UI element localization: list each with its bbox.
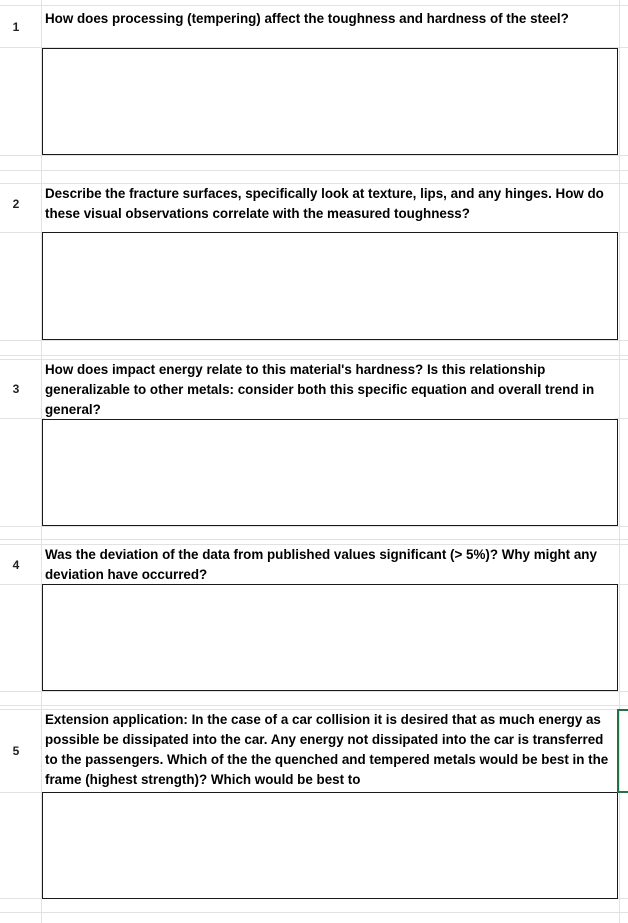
answer-box-2[interactable] xyxy=(42,232,618,340)
selected-cell-indicator xyxy=(617,709,628,793)
question-2[interactable]: Describe the fracture surfaces, specifically look at texture, lips, and any hinges. How do these visual observations correlate with the measured toughness? xyxy=(45,184,615,224)
row-number[interactable]: 3 xyxy=(12,382,20,396)
row-number[interactable]: 5 xyxy=(12,744,20,758)
row-number[interactable]: 1 xyxy=(12,20,20,34)
question-5[interactable]: Extension application: In the case of a car collision it is desired that as much energy as possible be dissipated into the car. Any energy not dissipated into the car is transferred to the passengers. Which of the the quenched and tempered metals would be best in the frame (highest strength)? Which would be best to xyxy=(45,710,615,790)
answer-box-5[interactable] xyxy=(42,792,618,899)
answer-box-1[interactable] xyxy=(42,48,618,155)
question-1[interactable]: How does processing (tempering) affect the toughness and hardness of the steel? xyxy=(45,9,615,29)
answer-box-3[interactable] xyxy=(42,419,618,526)
row-number[interactable]: 2 xyxy=(12,197,20,211)
row-number[interactable]: 4 xyxy=(12,558,20,572)
question-3[interactable]: How does impact energy relate to this material's hardness? Is this relationship generalizable to other metals: consider both this specific equation and overall trend in general? xyxy=(45,360,615,420)
question-4[interactable]: Was the deviation of the data from published values significant (> 5%)? Why might any deviation have occurred? xyxy=(45,545,615,585)
answer-box-4[interactable] xyxy=(42,584,618,691)
